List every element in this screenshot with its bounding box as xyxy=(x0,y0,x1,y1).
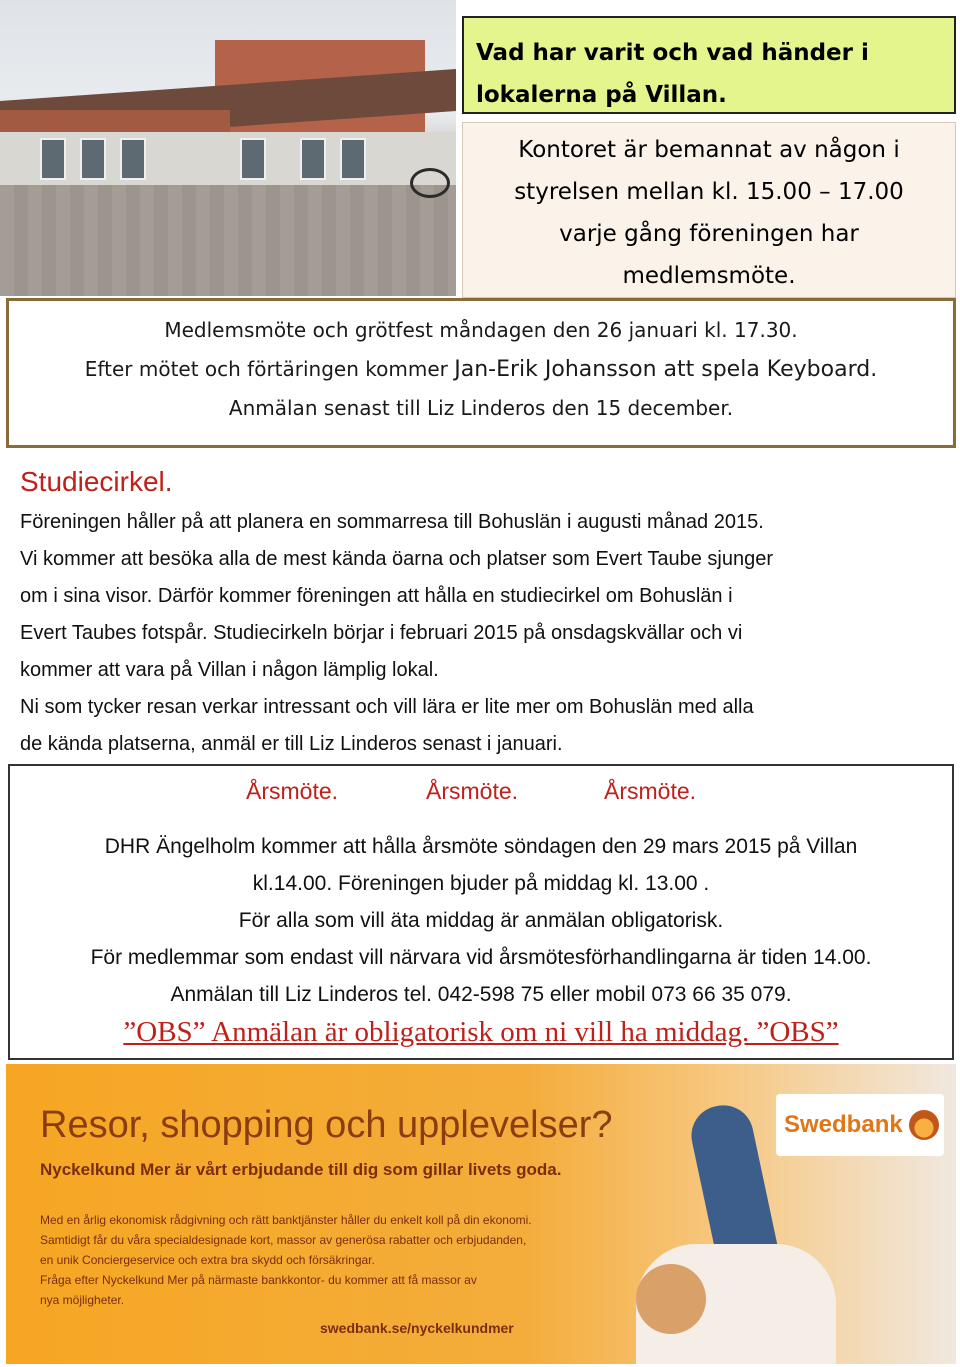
swedbank-logo xyxy=(776,1094,944,1156)
study-line: de kända platserna, anmäl er till Liz Linderos senast i januari. xyxy=(20,733,563,755)
annual-body xyxy=(10,828,952,1013)
ad-subheadline: Nyckelkund Mer är vårt erbjudande till dig som gillar livets goda. xyxy=(40,1160,562,1179)
annual-line: DHR Ängelholm kommer att hålla årsmöte söndagen den 29 mars 2015 på Villan xyxy=(104,835,858,858)
ad-body-line: Samtidigt får du våra specialdesignade kort, massor av generösa rabatter och erbjudanden, xyxy=(40,1233,527,1247)
study-line: Vi kommer att besöka alla de mest kända öarna och platser som Evert Taube sjunger xyxy=(20,548,773,570)
office-line: varje gång föreningen har xyxy=(559,221,859,247)
annual-heading: Årsmöte. xyxy=(604,778,697,804)
window xyxy=(80,138,106,180)
member-meeting-box xyxy=(6,298,956,448)
ad-url-link[interactable]: swedbank.se/nyckelkundmer xyxy=(320,1320,514,1336)
study-line: om i sina visor. Därför kommer föreningen att hålla en studiecirkel om Bohuslän i xyxy=(20,585,733,607)
office-hours-box xyxy=(462,122,956,298)
annual-line: Anmälan till Liz Linderos tel. 042-598 75 eller mobil 073 66 35 079. xyxy=(170,983,792,1006)
meeting-performer: Jan-Erik Johansson att spela Keyboard. xyxy=(454,357,878,382)
study-line: Föreningen håller på att planera en sommarresa till Bohuslän i augusti månad 2015. xyxy=(20,511,764,533)
obs-notice: ”OBS” Anmälan är obligatorisk om ni vill ha middag. ”OBS” xyxy=(123,1016,839,1048)
window xyxy=(120,138,146,180)
ad-body-line: en unik Conciergeservice och extra bra skydd och försäkringar. xyxy=(40,1253,375,1267)
meeting-line xyxy=(9,350,953,389)
office-line: styrelsen mellan kl. 15.00 – 17.00 xyxy=(514,179,904,205)
office-line: Kontoret är bemannat av någon i xyxy=(518,137,900,163)
meeting-line: Medlemsmöte och grötfest måndagen den 26 januari kl. 17.30. xyxy=(164,318,798,342)
meeting-line-part: Efter mötet och förtäringen kommer xyxy=(84,357,455,381)
ad-headline: Resor, shopping och upplevelser? xyxy=(40,1104,613,1146)
study-circle-heading: Studiecirkel. xyxy=(20,466,173,497)
ad-body-line: Fråga efter Nyckelkund Mer på närmaste bankkontor- du kommer att få massor av xyxy=(40,1273,477,1287)
office-line: medlemsmöte. xyxy=(622,263,796,289)
ad-body-line: Med en årlig ekonomisk rådgivning och rätt banktjänster håller du enkelt koll på din ekonomi. xyxy=(40,1213,532,1227)
window xyxy=(300,138,326,180)
swedbank-logo-text: Swedbank xyxy=(784,1111,903,1138)
study-line: Ni som tycker resan verkar intressant och vill lära er lite mer om Bohuslän med alla xyxy=(20,696,754,718)
adult-head xyxy=(636,1264,706,1334)
swedbank-ad xyxy=(6,1064,956,1364)
annual-line: För alla som vill äta middag är anmälan obligatorisk. xyxy=(238,909,724,932)
annual-line: kl.14.00. Föreningen bjuder på middag kl. 13.00 . xyxy=(252,872,710,895)
study-circle-section xyxy=(20,462,950,763)
bicycle-icon xyxy=(410,168,450,198)
paving xyxy=(0,185,456,296)
oak-tree-icon xyxy=(909,1110,939,1140)
annual-heading: Årsmöte. xyxy=(246,778,339,804)
window xyxy=(40,138,66,180)
study-line: Evert Taubes fotspår. Studiecirkeln börjar i februari 2015 på onsdagskvällar och vi xyxy=(20,622,743,644)
title-box xyxy=(462,16,956,114)
study-line: kommer att vara på Villan i någon lämplig lokal. xyxy=(20,659,439,681)
building-photo xyxy=(0,0,456,296)
annual-line: För medlemmar som endast vill närvara vid årsmötesförhandlingarna är tiden 14.00. xyxy=(90,946,872,969)
title-line: lokalerna på Villan. xyxy=(476,82,727,108)
window xyxy=(240,138,266,180)
ad-body-line: nya möjligheter. xyxy=(40,1293,125,1307)
annual-meeting-box xyxy=(8,764,954,1060)
ad-body xyxy=(40,1210,560,1310)
window xyxy=(340,138,366,180)
annual-heading: Årsmöte. xyxy=(426,778,519,804)
title-line: Vad har varit och vad händer i xyxy=(476,40,869,66)
meeting-line: Anmälan senast till Liz Linderos den 15 december. xyxy=(228,396,734,420)
building-facade xyxy=(0,132,456,187)
